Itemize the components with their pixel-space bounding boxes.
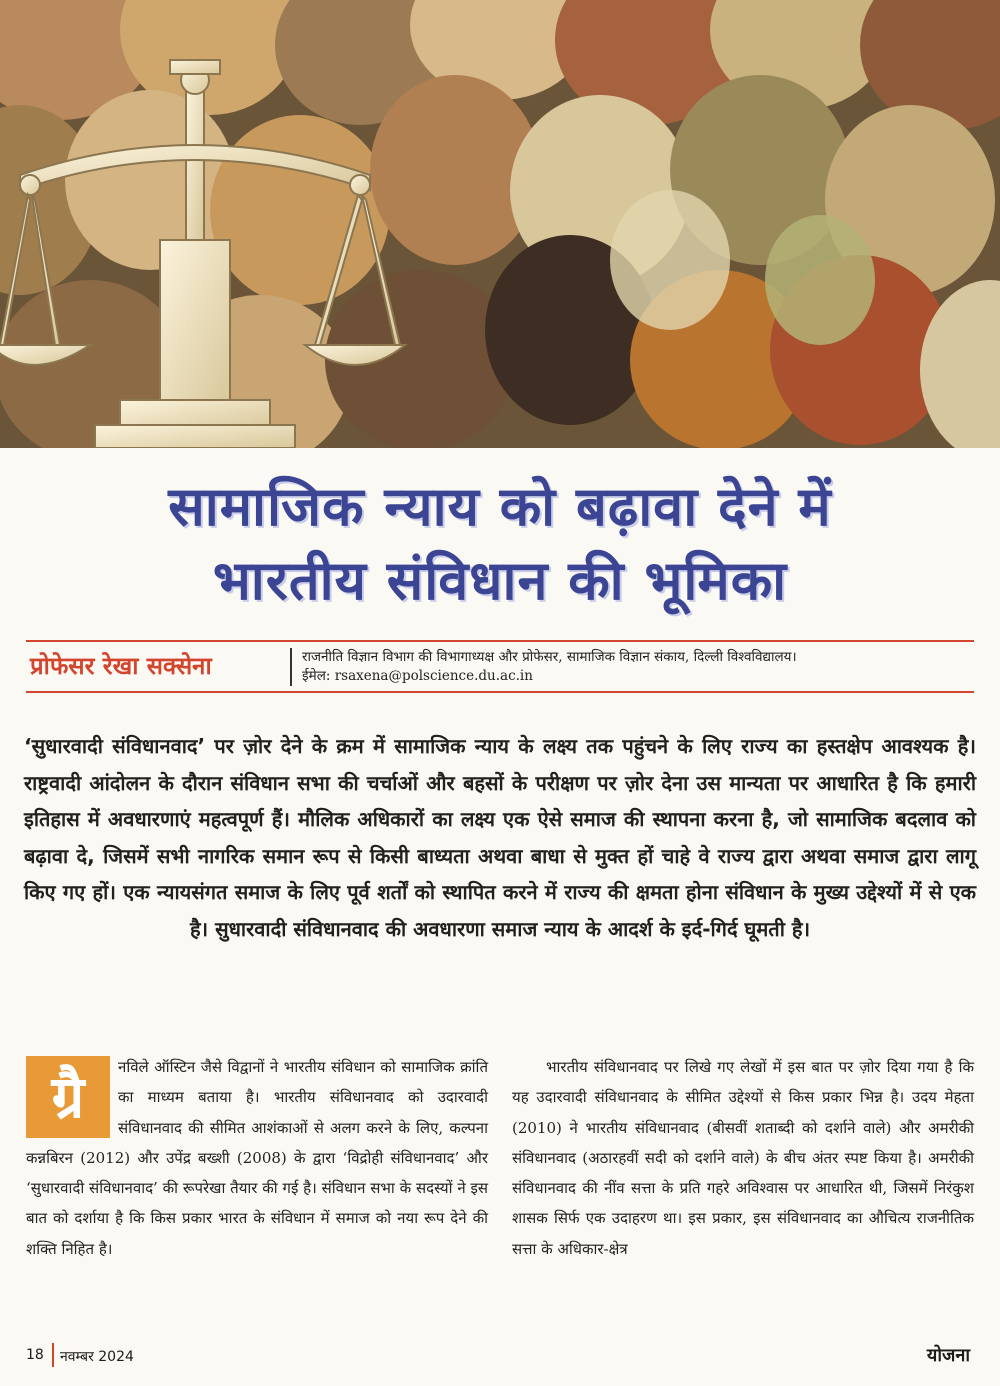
abstract-paragraph: ‘सुधारवादी संविधानवाद’ पर ज़ोर देने के क्रम में सामाजिक न्याय के लक्ष्य तक पहुंचने के लिए राज्य का हस्तक्षेप आवश्यक है। राष्ट्रवादी आंदोलन के दौरान संविधान सभा की चर्चाओं और बहसों के परीक्षण पर ज़ोर देना उस मान्यता पर आधारित है कि हमारी इतिहास में अवधारणाएं महत्वपूर्ण हैं। मौलिक अधिकारों का लक्ष्य एक ऐसे समाज की स्थापना करना है, जो सामाजिक बदलाव को बढ़ावा दे, जिसमें सभी नागरिक समान रूप से किसी बाध्यता अथवा बाधा से मुक्त हों चाहे वे राज्य द्वारा अथवा समाज द्वारा लागू किए गए हों। एक न्यायसंगत समाज के लिए पूर्व शर्तों को स्थापित करने में राज्य की क्षमता होना संविधान के मुख्य उद्देश्यों में से एक है। सुधारवादी संविधानवाद की अवधारणा समाज न्याय के आदर्श के इर्द-गिर्द घूमती है। [24,734,976,941]
author-info [290,648,982,686]
author-name: प्रोफेसर रेखा सक्सेना [30,652,212,680]
drop-cap: ग्रै [26,1056,110,1138]
footer-divider [52,1343,54,1367]
body-text-right: भारतीय संविधानवाद पर लिखे गए लेखों में इस बात पर ज़ोर दिया गया है कि यह उदारवादी संविधानवाद के सीमित उद्देश्यों से किस प्रकार भिन्न है। उदय मेहता (2010) ने भारतीय संविधानवाद (बीसवीं शताब्दी को दर्शाने वाले) और अमरीकी संविधानवाद (अठारहवीं सदी को दर्शाने वाले) के बीच अंतर स्पष्ट किया है। अमरीकी संविधानवाद की नींव सत्ता के प्रति गहरे अविश्वास पर आधारित थी, जिसमें निरंकुश शासक सिर्फ एक उदाहरण था। इस प्रकार, इस संविधानवाद का औचित्य राजनीतिक सत्ता के अधिकार-क्षेत्र [512,1058,974,1258]
body-column-right [512,1052,974,1264]
article-title-line-2: भारतीय संविधान की भूमिका [212,549,788,612]
body-text-left: नविले ऑस्टिन जैसे विद्वानों ने भारतीय संविधान को सामाजिक क्रांति का माध्यम बताया है। भारतीय संविधानवाद को उदारवादी संविधानवाद की सीमित आशंकाओं से अलग करने के लिए, कल्पना कन्नबिरन (2012) और उपेंद्र बख्शी (2008) के द्वारा ‘विद्रोही संविधानवाद’ और ‘सुधारवादी संविधानवाद’ की रूपरेखा तैयार की गई है। संविधान सभा के सदस्यों ने इस बात को दर्शाया है कि किस प्रकार भारत के संविधान में समाज को नया रूप देने की शक्ति निहित है। [26,1058,488,1258]
article-title [40,470,960,618]
author-email: ईमेल: rsaxena@polscience.du.ac.in [302,668,533,684]
page-footer [26,1343,974,1369]
magazine-name: योजना [926,1345,970,1366]
bottom-rule [26,691,974,693]
issue-date: नवम्बर 2024 [60,1349,134,1365]
head-silhouettes [0,0,1000,448]
scales-of-justice-over-faces-illustration [0,0,1000,448]
page-number: 18 [26,1347,44,1363]
hero-illustration [0,0,1000,448]
author-role: राजनीति विज्ञान विभाग की विभागाध्यक्ष और प्रोफेसर, सामाजिक विज्ञान संकाय, दिल्ली विश्वविद्यालय। [302,649,797,665]
body-column-left [26,1052,488,1264]
top-rule [26,640,974,642]
article-title-line-1: सामाजिक न्याय को बढ़ावा देने में [168,475,832,538]
